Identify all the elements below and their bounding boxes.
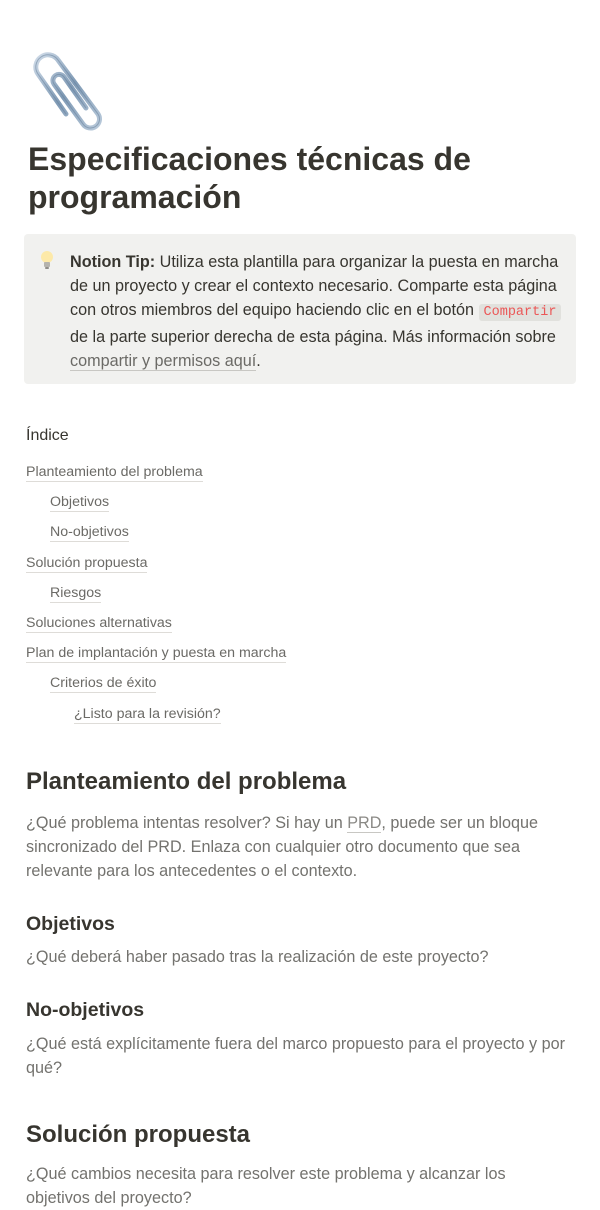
problem-text-part: , puede ser un bloque sincronizado del PRD. Enlaza con cualquier otro documento que sea relevante para los antecedentes o el contexto. [26, 814, 539, 880]
toc-item-label: Soluciones alternativas [26, 614, 172, 631]
toc-item-criterios[interactable] [26, 673, 566, 703]
toc-item-solucion[interactable] [26, 553, 566, 583]
problem-text-part: ¿Qué problema intentas resolver? Si hay un [26, 814, 348, 832]
toc-item-no-objetivos[interactable] [26, 522, 566, 552]
toc-item-label: Objetivos [50, 494, 110, 511]
table-of-contents [26, 462, 566, 734]
callout-text-part: de la parte superior derecha de esta página. Más información sobre [70, 328, 556, 346]
toc-item-label: Criterios de éxito [50, 675, 157, 692]
toc-item-label: ¿Listo para la revisión? [74, 705, 221, 722]
callout-text-part: . [256, 352, 261, 370]
notion-tip-callout [24, 234, 576, 384]
callout-text-part: Utiliza esta plantilla para organizar la puesta en marcha de un proyecto y crear el contexto necesario. Comparte esta página con otros miembros del equipo haciendo clic en el botón [70, 253, 559, 319]
non-goals-text: ¿Qué está explícitamente fuera del marco propuesto para el proyecto y por qué? [26, 1035, 565, 1077]
heading-solution: Solución propuesta [26, 1121, 251, 1148]
goals-text: ¿Qué deberá haber pasado tras la realización de este proyecto? [26, 948, 489, 966]
heading-goals: Objetivos [26, 913, 115, 935]
toc-item-riesgos[interactable] [26, 583, 566, 613]
toc-item-label: No-objetivos [50, 524, 129, 541]
toc-item-planteamiento[interactable] [26, 462, 566, 492]
page-title[interactable]: Especificaciones técnicas de programación [28, 141, 471, 215]
share-permissions-link[interactable]: compartir y permisos aquí [70, 352, 257, 370]
prd-link[interactable]: PRD [347, 814, 382, 832]
toc-item-plan[interactable] [26, 643, 566, 673]
toc-item-label: Solución propuesta [26, 554, 148, 571]
heading-problem: Planteamiento del problema [26, 768, 347, 795]
toc-item-alternativas[interactable] [26, 613, 566, 643]
toc-item-listo[interactable] [26, 704, 566, 734]
toc-item-objetivos[interactable] [26, 492, 566, 522]
heading-non-goals: No-objetivos [26, 999, 145, 1021]
toc-title: Índice [26, 427, 69, 444]
callout-text [70, 250, 565, 373]
paperclip-icon[interactable] [26, 44, 116, 134]
toc-item-label: Plan de implantación y puesta en marcha [26, 645, 287, 662]
callout-label: Notion Tip: [70, 253, 156, 271]
share-button-code: Compartir [479, 304, 562, 321]
toc-item-label: Planteamiento del problema [26, 464, 203, 480]
lightbulb-icon [38, 250, 56, 270]
problem-text [26, 811, 571, 883]
toc-item-label: Riesgos [50, 584, 102, 601]
solution-text: ¿Qué cambios necesita para resolver este problema y alcanzar los objetivos del proyecto? [26, 1165, 506, 1207]
